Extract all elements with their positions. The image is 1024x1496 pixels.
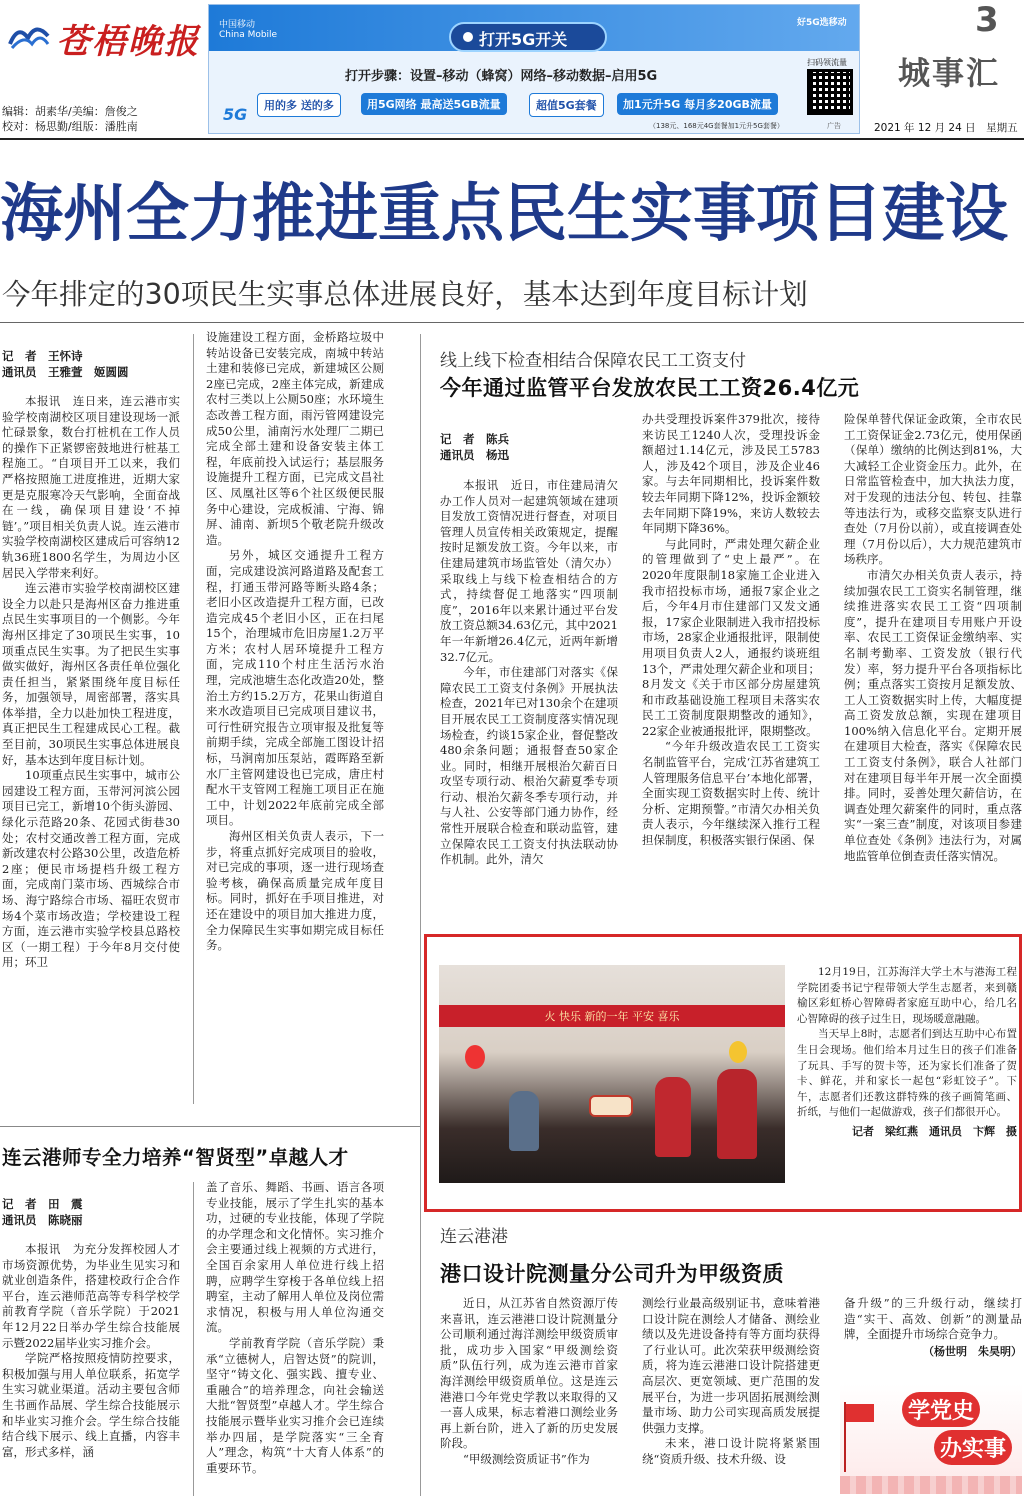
child-figure	[509, 1091, 539, 1151]
logo-icon	[8, 20, 50, 50]
port-paragraph: 备升级”的三升级行动，继续打造“实干、高效、创新”的测量品牌，全面提升市场综合竞争力。	[844, 1296, 1022, 1342]
lead-paragraph: 设施建设工程方面，金桥路垃圾中转站设备已安装完成，南城中转站土建和装修已完成，新建城区公厕2座已完成，2座主体完成，新建成农村三类以上公厕50座；水环境生态改善工程方面，雨污管网建设完成50公里，浦南污水处理厂二期已完成全部土建和设备安装主体工程，年底前投入试运行；基层服务设施提升工程方面，已完成文昌社区、凤凰社区等6个社区级便民服务中心建设，完成板浦、宁海、锦屏、浦南、新坝5个敬老院升级改造。	[206, 330, 384, 547]
offer2-title: 超值5G套餐	[529, 93, 604, 117]
flag-pole-icon	[844, 1402, 846, 1472]
port-paragraph: 近日，从江苏省自然资源厅传来喜讯，连云港港口设计院测量分公司顺利通过海洋测绘甲级资质审批，成功步入国家“甲级测绘资质”队伍行列，成为连云港市首家海洋测绘甲级资质单位。这是连云港港口今年党史学教以来取得的又一喜人成果，标志着港口测绘业务再上新台阶，进入了新的历史发展阶段。	[440, 1296, 618, 1451]
section-name: 城事汇	[898, 54, 1001, 92]
teacher-paragraph: 学院严格按照疫情防控要求，积极加强与用人单位联系，拓宽学生实习就业渠道。活动主要包含师生书画作品展、学生综合技能展示和毕业实习推介会。学生综合技能结合线下展示、线上直播，内容丰富，形式多样，涵	[2, 1351, 180, 1459]
column-divider	[193, 1182, 194, 1496]
party-history-badge	[840, 1384, 1022, 1494]
page-number: 3	[975, 0, 999, 40]
column-divider	[420, 334, 421, 1496]
photo-news-box	[424, 934, 1022, 1212]
lead-byline-correspondent: 通讯员 王雅萱 姬圆圆	[2, 365, 129, 379]
teacher-paragraph: 本报讯 为充分发挥校园人才市场资源优势，为毕业生见实习和就业创造条件，搭建校政行企合作平台，连云港师范高等专科学校学前教育学院（音乐学院）于2021年12月22日举办学生综合技能展示暨2022届毕业实习推介会。	[2, 1242, 180, 1350]
lead-paragraph: 另外，城区交通提升工程方面，完成建设滨河路道路及配套工程，打通玉带河路等断头路4条；老旧小区改造提升工程方面，已改造完成45个老旧小区，正在扫尾15个，治理城市危旧房屋1.2万平方米；农村人居环境提升工程方面，完成110个村庄生活污水治理，完成池塘生态化改造20处，整治土方约15.2万方，花果山街道自来水改造项目已完成项目建议书，可行性研究报告立项审报及批复等前期手续，完成全部施工图设计招标，马涧南加压泵站，霞晖路至新水厂主管网建设也已完成，唐庄村配水干支管网工程施工项目正在施工中，计划2022年底前完成全部项目。	[206, 548, 384, 828]
offer2-badge: 加1元升5G 每月多20GB流量	[617, 93, 778, 115]
china-mobile-logo: 中国移动 China Mobile	[219, 20, 278, 40]
wage-paragraph: 与此同时，严肃处理欠薪企业的管理做到了“史上最严”。在2020年度限制18家施工企业进入我市招投标市场，通报7家企业之后，今年4月市住建部门又发文通报，17家企业限制进入我市招投标市场，28家企业通报批评，限制使用项目负责人2人，通报约谈班组13个，严肃处理欠薪企业和项目；8月发文《关于市区部分房屋建筑和市政基础设施工程项目未落实农民工工资制度限期整改的通知》，22家企业被通报批评，限期整改。	[642, 536, 820, 738]
editors-line1: 编辑：胡素华/美编：詹俊之	[2, 105, 138, 118]
port-column-1	[440, 1296, 618, 1494]
wage-column-3	[844, 412, 1022, 930]
lead-column-1	[2, 394, 180, 1099]
paper-name: 苍梧晚报	[56, 22, 200, 62]
balloon-icon	[729, 1041, 747, 1063]
wage-column-1	[440, 478, 618, 930]
teacher-column-1	[2, 1242, 180, 1494]
photo-credit: 记者 梁红燕 通讯员 卞辉 摄	[852, 1124, 1017, 1138]
section-rule	[0, 1126, 420, 1127]
issue-date: 2021 年 12 月 24 日 星期五	[874, 122, 1018, 134]
wage-paragraph: 市清欠办相关负责人表示，持续加强农民工工资实名制管理，继续推进落实农民工工资“四项制度”，提升在建项目专用账户开设率、农民工工资保证金缴纳率、实名制考勤率、工资发放（银行代发）率，努力提升平台各项指标比例；重点落实工资按月足额发放、工人工资数据实时上传，大幅度提高工资发放总额，实现在建项目100%纳入信息化平台。定期开展在建项目大检查，落实《保障农民工工资支付条例》，联合人社部门对在建项目每半年开展一次全面摸排。同时，妥善处理欠薪信访，在调查处理欠薪案件的同时，重点落实“一案三查”制度，对该项目参建单位查处《条例》违法行为，对属地监管单位倒查责任落实情况。	[844, 567, 1022, 863]
teacher-paragraph: 盖了音乐、舞蹈、书画、语言各项专业技能，展示了学生扎实的基本功，过硬的专业技能，体现了学院的办学理念和文化情怀。实习推介会主要通过线上视频的方式进行，全国百余家用人单位进行线上招聘，应聘学生穿梭于各单位线上招聘室，主动了解用人单位及岗位需求情况，积极与用人单位沟通交流。	[206, 1180, 384, 1335]
badge-line1: 学党史	[902, 1392, 980, 1427]
balloon-icon	[465, 1045, 485, 1069]
lead-subheadline: 今年排定的30项民生实事总体进展良好，基本达到年度目标计划	[2, 278, 808, 311]
ad-tag: 广告	[827, 122, 841, 130]
masthead-rule	[0, 138, 1024, 140]
wage-byline-reporter: 记 者 陈兵	[440, 432, 509, 446]
wage-paragraph: 办共受理投诉案件379批次，接待来访民工1240人次，受理投诉金额超过1.14亿元，涉及民工5783人，涉及42个项目，涉及企业46家。与去年同期相比，投诉案件数较去年同期下降12%，投诉金额较去年同期下降19%，来访人数较去年同期下降36%。	[642, 412, 820, 536]
editors-line2: 校对：杨思勤/组版：潘胜南	[2, 120, 138, 133]
port-paragraph: 测绘行业最高级别证书，意味着港口设计院在测绘人才储备、测绘业绩以及先进设备持有等方面均获得了行业认可。此次荣获甲级测绘资质，将为连云港港口设计院搭建更高层次、更宽领域、更广范围的发展平台，为进一步巩固拓展测绘测量市场、助力公司实现高质发展提供强力支撑。	[642, 1296, 820, 1435]
lead-paragraph: 海州区相关负责人表示，下一步，将重点抓好完成项目的验收，对已完成的事项，逐一进行现场查验考核，确保高质量完成年度目标。同时，抓好在手项目推进，对还在建设中的项目加大推进力度，全力保障民生实事如期完成目标任务。	[206, 829, 384, 953]
lead-byline-reporter: 记 者 王怀诗	[2, 349, 83, 363]
port-kicker: 连云港港	[440, 1227, 508, 1247]
port-paragraph: “甲级测绘资质证书”作为	[463, 1451, 590, 1466]
wage-kicker: 线上线下检查相结合保障农民工工资支付	[440, 351, 746, 371]
teacher-column-2	[206, 1180, 384, 1494]
caption-paragraph: 当天早上8时，志愿者们到达互助中心布置生日会现场。他们给本月过生日的孩子们准备了玩具、手写的贺卡等，还为家长们准备了贺卡、鲜花，并和家长一起包“彩虹饺子”。下午，志愿者们还教这群特殊的孩子画简笔画、折纸，与他们一起做游戏，孩子们都很开心。	[797, 1028, 1017, 1119]
port-paragraph: 未来，港口设计院将紧紧围绕“资质升级、技术升级、设	[642, 1436, 820, 1466]
wage-paragraph: 今年，市住建部门对落实《保障农民工工资支付条例》开展执法检查，2021年已对130余个在建项目开展农民工工资制度落实情况现场检查，约谈15家企业，督促整改480余条问题；通报督查50家企业。同时，相继开展根治欠薪百日攻坚专项行动、根治欠薪夏季专项行动、根治欠薪冬季专项行动，并与人社、公安等部门通力协作，经常性开展联合检查和联动监管，建立保障农民工工资支付执法联动协作机制。此外，清欠	[440, 665, 618, 867]
masthead	[0, 0, 1024, 140]
wage-paragraph: “今年升级改造农民工工资实名制监管平台，完成‘江苏省建筑工人管理服务信息平台’本地化部署，全面实现工资数据实时上传、统计分析、定期预警。”市清欠办相关负责人表示，今年继续深入推行工程担保制度，积极落实银行保函、保	[642, 739, 820, 848]
lead-paragraph: 本报讯 连日来，连云港市实验学校南湖校区项目建设现场一派忙碌景象，数台打桩机在工作人员的操作下正紧锣密鼓地进行桩基工程施工。“自项目开工以来，我们严格按照施工进度推进，近期大家更是克服寒冷天气影响，全面奋战在一线，确保项目建设‘不掉链’。”项目相关负责人说。连云港市实验学校南湖校区建成后可容纳12轨36班1800名学生，为周边小区居民入学带来利好。	[2, 394, 180, 580]
wage-column-2	[642, 412, 820, 930]
open-5g-switch-button[interactable]	[449, 22, 607, 52]
promo-tag: 好5G选移动	[797, 18, 847, 28]
photo-banner: 火 快乐 新的一年 平安 喜乐	[439, 1005, 785, 1027]
lead-paragraph: 10项重点民生实事中，城市公园建设工程方面，玉带河河滨公园项目已完工，新增10个街头游园、绿化示范路20条、花园式街巷30处；农村交通改善工程方面，完成新改建农村公路30公里，改造危桥2座；便民市场提档升级工程方面，完成南门菜市场、西城综合市场、海宁路综合市场、福旺农贸市场4个菜市场改造；学校建设工程方面，连云港市实验学校县总路校区（一期工程）于今年8月交付使用；环卫	[2, 768, 180, 970]
lead-headline: 海州全力推进重点民生实事项目建设	[0, 177, 1008, 250]
column-divider	[193, 334, 194, 1104]
mobile-5g-ad[interactable]	[208, 4, 860, 134]
switch-label: 打开5G开关	[479, 30, 568, 49]
skyline-icon	[840, 1476, 1022, 1494]
toggle-icon	[463, 32, 473, 42]
ad-fine-print: （138元、168元4G套餐加1元升5G套餐）	[649, 122, 784, 130]
lead-paragraph: 连云港市实验学校南湖校区建设全力以赴只是海州区奋力推进重点民生实事项目的一个侧影。今年海州区排定了30项民生实事，10项重点民生实事。为了把民生实事做实做好，海州区各责任单位强化责任担当，紧紧围绕年度目标任务，加强领导，周密部署，落实具体举措，全力以赴加快工程进度，真正把民生工程建成民心工程。截至目前，30项民生实事总体进展良好，基本达到年度目标计划。	[2, 581, 180, 767]
lead-column-2	[206, 330, 384, 1080]
qr-label: 扫码领流量	[807, 58, 847, 67]
birthday-cake-icon	[589, 1095, 633, 1117]
teacher-title: 连云港师专全力培养“智贤型”卓越人才	[2, 1146, 349, 1169]
offer-slogan: 用的多 送的多	[257, 93, 341, 117]
volunteer-figure	[717, 1069, 757, 1159]
headline-rule	[0, 322, 1024, 323]
volunteer-birthday-photo	[439, 965, 785, 1183]
caption-paragraph: 12月19日，江苏海洋大学土木与港海工程学院团委书记宁程带领大学生志愿者，来到赣榆区彩虹桥心智障碍者家庭互助中心，给几名心智障碍的孩子过生日，现场暖意融融。	[797, 966, 1017, 1025]
offer1-badge: 用5G网络 最高送5GB流量	[361, 93, 507, 115]
wage-paragraph: 本报讯 近日，市住建局清欠办工作人员对一起建筑领域在建项目发放工资情况进行督查，对项目管理人员宣传相关政策规定，提醒按时足额发放工资。今年以来，市住建局建筑市场监管处（清欠办）采取线上与线下检查相结合的方式，持续督促工地落实“四项制度”，2016年以来累计通过平台发放工资总额34.63亿元，其中2021年一年新增26.4亿元，近两年新增32.7亿元。	[440, 478, 618, 664]
photo-caption	[797, 965, 1017, 1140]
wage-title: 今年通过监管平台发放农民工工资26.4亿元	[440, 376, 860, 400]
port-title: 港口设计院测量分公司升为甲级资质	[440, 1262, 784, 1286]
flag-icon	[846, 1404, 874, 1422]
port-column-3	[844, 1296, 1022, 1360]
teacher-paragraph: 学前教育学院（音乐学院）秉承“立德树人，启智达贤”的院训，坚守“铸文化、强实践、擅专业、重融合”的培养理念，向社会输送大批“智贤型”卓越人才。学生综合技能展示暨毕业实习推介会已连续举办四届，是学院落实“三全育人”理念，构筑“十大育人体系”的重要环节。	[206, 1335, 384, 1475]
wage-byline-correspondent: 通讯员 杨迅	[440, 448, 509, 462]
wage-paragraph: 险保单替代保证金政策，全市农民工工资保证金2.73亿元，使用保函（保单）缴纳的比例达到81%，大大减轻工企业资金压力。此外，在日常监管检查中，加大执法力度，对于发现的违法分包、转包、挂靠等违法行为，或移交监察支队进行查处（7月份以前），或直接调查处理（7月份以后），大力规范建筑市场秩序。	[844, 412, 1022, 567]
badge-line2: 办实事	[934, 1430, 1012, 1465]
teacher-byline-correspondent: 通讯员 陈晓丽	[2, 1213, 83, 1227]
volunteer-figure	[655, 1077, 691, 1157]
teacher-byline-reporter: 记 者 田 震	[2, 1197, 83, 1211]
port-column-2	[642, 1296, 820, 1494]
qr-code-icon[interactable]	[807, 69, 853, 115]
ad-steps: 打开步骤：设置–移动（蜂窝）网络–移动数据–启用5G	[345, 69, 658, 84]
port-credit: （杨世明 朱昊明）	[923, 1344, 1022, 1358]
5g-logo: 5G	[223, 105, 248, 124]
